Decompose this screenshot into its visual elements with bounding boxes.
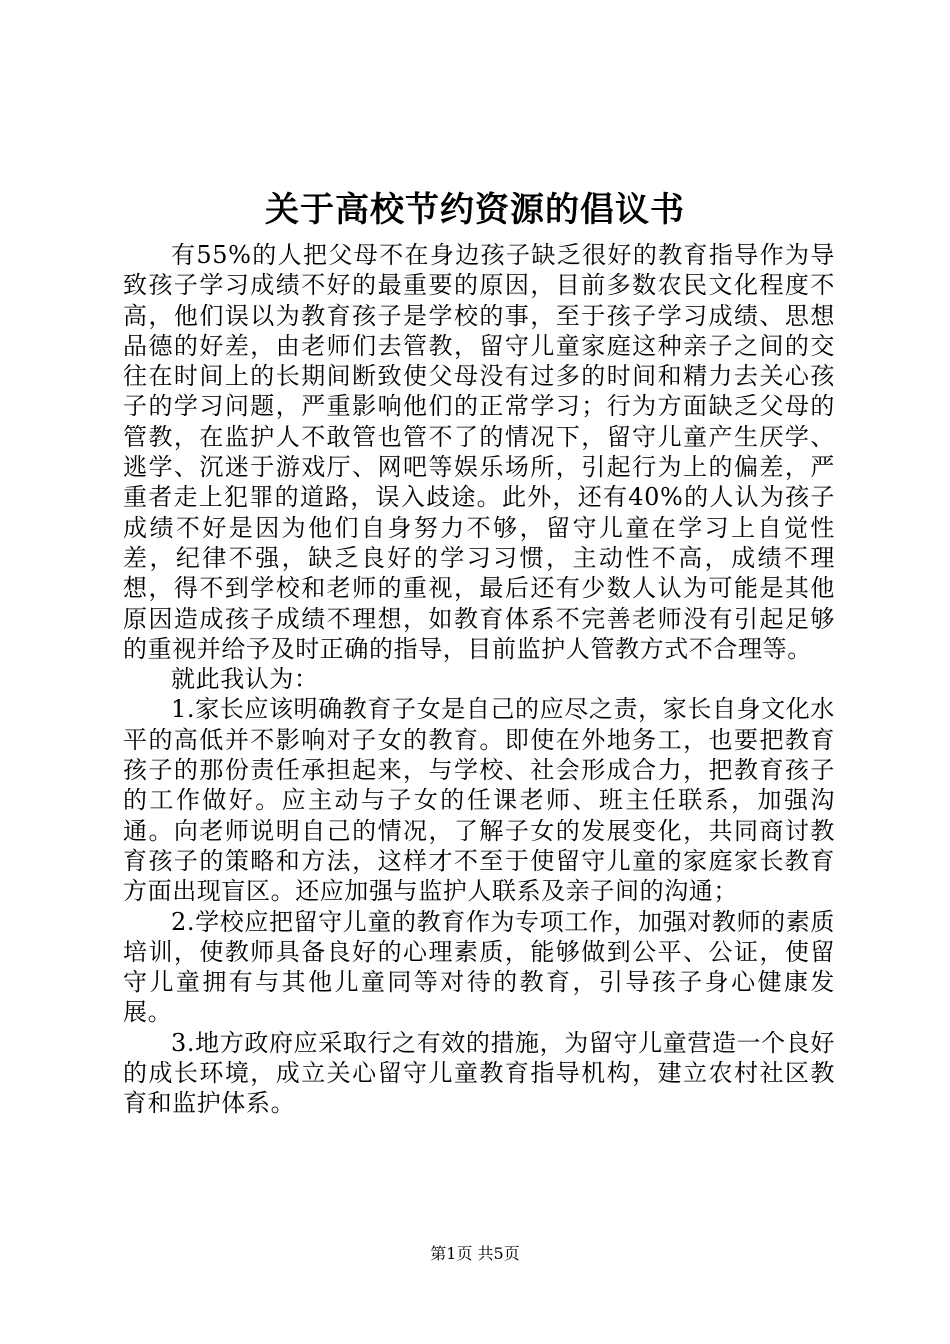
document-body [123, 240, 835, 1119]
paragraph-point-schools: 2.学校应把留守儿童的教育作为专项工作，加强对教师的素质培训，使教师具备良好的心理素质，能够做到公平、公证，使留守儿童拥有与其他儿童同等对待的教育，引导孩子身心健康发展。 [123, 907, 835, 1027]
paragraph-opinion-intro: 就此我认为： [171, 665, 319, 694]
paragraph-point-government: 3.地方政府应采取行之有效的措施，为留守儿童营造一个良好的成长环境，成立关心留守儿童教育指导机构，建立农村社区教育和监护体系。 [123, 1028, 835, 1118]
paragraph-point-parents: 1.家长应该明确教育子女是自己的应尽之责，家长自身文化水平的高低并不影响对子女的教育。即使在外地务工，也要把教育孩子的那份责任承担起来，与学校、社会形成合力，把教育孩子的工作做好。应主动与子女的任课老师、班主任联系，加强沟通。向老师说明自己的情况，了解子女的发展变化，共同商讨教育孩子的策略和方法，这样才不至于使留守儿童的家庭家长教育方面出现盲区。还应加强与监护人联系及亲子间的沟通； [123, 695, 835, 906]
paragraph-survey-findings: 有55%的人把父母不在身边孩子缺乏很好的教育指导作为导致孩子学习成绩不好的最重要的原因，目前多数农民文化程度不高，他们误以为教育孩子是学校的事，至于孩子学习成绩、思想品德的好差，由老师们去管教，留守儿童家庭这种亲子之间的交往在时间上的长期间断致使父母没有过多的时间和精力去关心孩子的学习问题，严重影响他们的正常学习；行为方面缺乏父母的管教，在监护人不敢管也管不了的情况下，留守儿童产生厌学、逃学、沉迷于游戏厅、网吧等娱乐场所，引起行为上的偏差，严重者走上犯罪的道路，误入歧途。此外，还有40%的人认为孩子成绩不好是因为他们自身努力不够，留守儿童在学习上自觉性差，纪律不强，缺乏良好的学习习惯，主动性不高，成绩不理想，得不到学校和老师的重视，最后还有少数人认为可能是其他原因造成孩子成绩不理想，如教育体系不完善老师没有引起足够的重视并给予及时正确的指导，目前监护人管教方式不合理等。 [123, 241, 835, 663]
page-number-footer: 第1页 共5页 [430, 1244, 520, 1263]
document-title: 关于高校节约资源的倡议书 [265, 190, 685, 230]
